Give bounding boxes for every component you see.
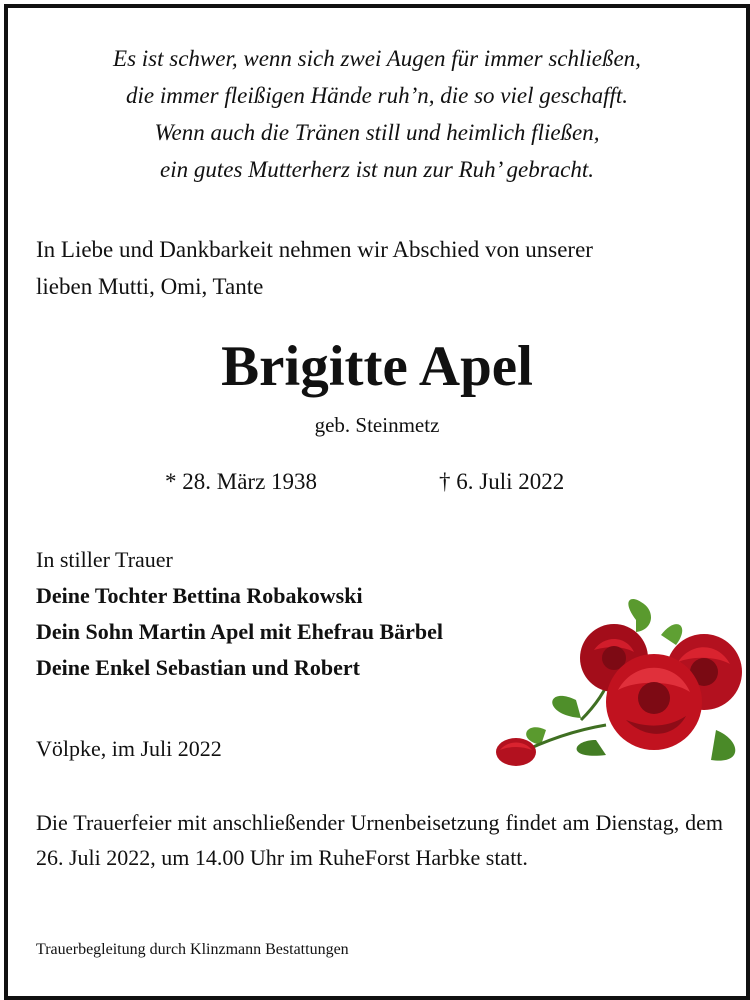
- mourner-name: Deine Enkel Sebastian und Robert: [36, 655, 360, 680]
- mourners-list: [36, 542, 443, 686]
- funeral-home-note: Trauerbegleitung durch Klinzmann Bestattungen: [36, 941, 349, 958]
- poem-line: die immer fleißigen Hände ruh’n, die so viel geschafft.: [125, 83, 629, 108]
- poem-line: Wenn auch die Tränen still und heimlich fließen,: [154, 120, 600, 145]
- mourners-heading: In stiller Trauer: [36, 547, 173, 572]
- roses-image: [486, 590, 748, 775]
- poem-line: Es ist schwer, wenn sich zwei Augen für immer schließen,: [113, 46, 641, 71]
- intro-line: In Liebe und Dankbarkeit nehmen wir Abschied von unserer: [36, 237, 593, 262]
- birth-date: * 28. März 1938: [165, 469, 318, 494]
- maiden-name: geb. Steinmetz: [314, 413, 440, 437]
- place-date: Völpke, im Juli 2022: [36, 736, 222, 761]
- death-date: † 6. Juli 2022: [439, 469, 565, 494]
- mourner-name: Dein Sohn Martin Apel mit Ehefrau Bärbel: [36, 619, 444, 644]
- poem: [8, 40, 746, 188]
- intro-text: [36, 231, 726, 305]
- deceased-name: Brigitte Apel: [221, 335, 533, 398]
- poem-line: ein gutes Mutterherz ist nun zur Ruh’ gebracht.: [160, 157, 594, 182]
- intro-line: lieben Mutti, Omi, Tante: [36, 274, 264, 299]
- obituary-frame: [4, 4, 750, 1000]
- mourner-name: Deine Tochter Bettina Robakowski: [36, 583, 363, 608]
- funeral-info: Die Trauerfeier mit anschließender Urnenbeisetzung findet am Dienstag, dem 26. Juli 2022, um 14.00 Uhr im RuheForst Harbke statt.: [36, 810, 723, 870]
